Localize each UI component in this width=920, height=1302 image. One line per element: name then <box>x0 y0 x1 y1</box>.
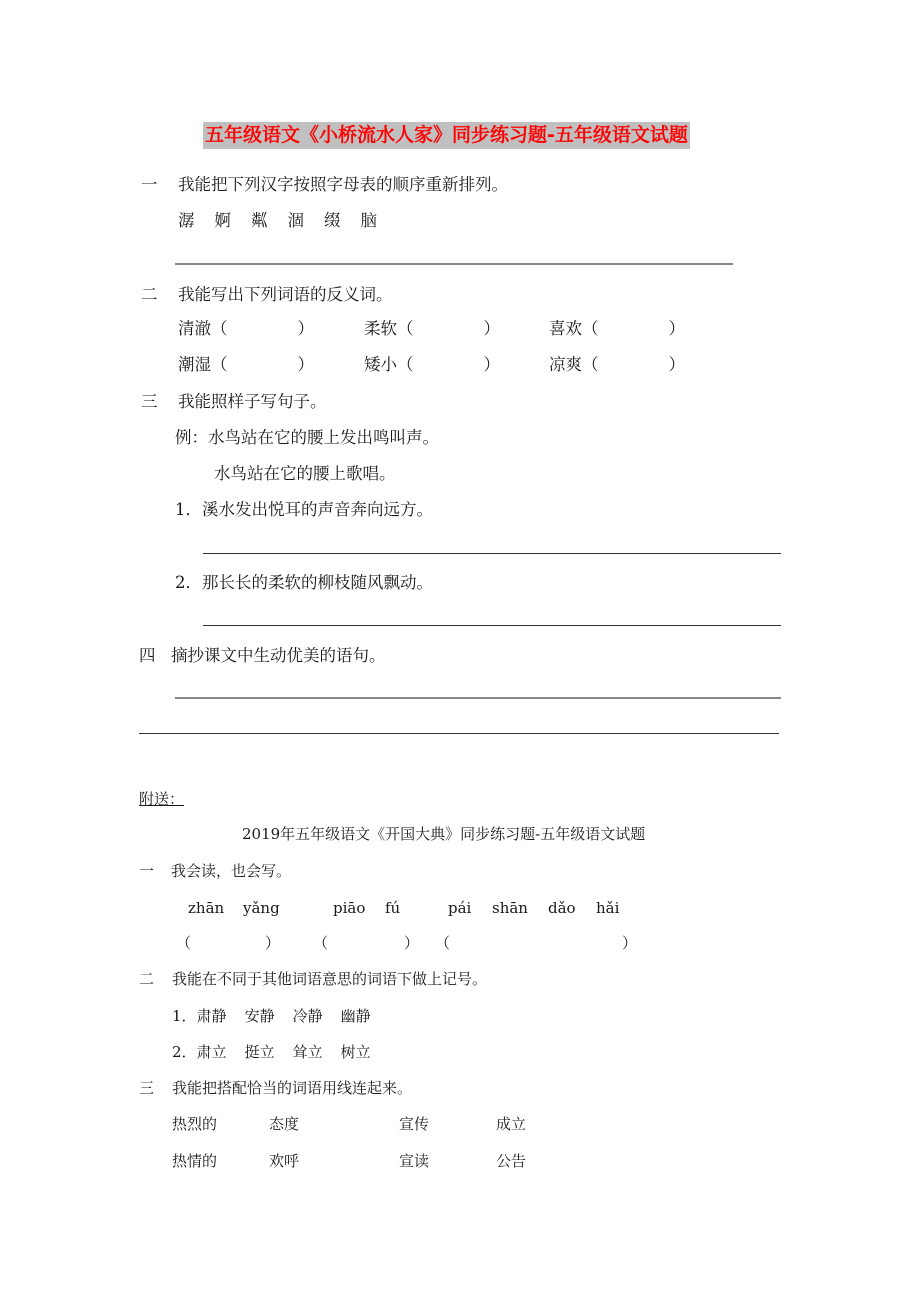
item-text: 溪水发出悦耳的声音奔向远方。 <box>202 500 433 519</box>
paren-open: （ <box>435 934 451 952</box>
item-number: 1． <box>175 500 202 519</box>
section-number: 二 <box>139 970 155 988</box>
paren-close: ） <box>265 934 281 952</box>
paren-close: ） <box>297 355 314 374</box>
example-sentence-2: 水鸟站在它的腰上歌唱。 <box>214 464 396 483</box>
answer-line[interactable] <box>203 625 781 626</box>
paren-close: ） <box>622 934 638 952</box>
antonym-word: 凉爽 <box>549 355 582 374</box>
item-number: 2． <box>175 573 202 592</box>
section-prompt: 我会读，也会写。 <box>171 862 292 880</box>
paren-open: （ <box>211 355 228 374</box>
antonym-word: 柔软 <box>364 319 397 338</box>
word: 挺立 <box>244 1043 275 1061</box>
pinyin: zhān <box>188 899 225 917</box>
paren-open: （ <box>211 319 228 338</box>
example-text: 水鸟站在它的腰上发出鸣叫声。 <box>208 428 439 447</box>
item-number: 1． <box>172 1007 197 1025</box>
word: 肃静 <box>196 1007 227 1025</box>
antonym-item <box>549 354 685 376</box>
answer-line[interactable] <box>175 697 781 699</box>
paren-close: ） <box>297 319 314 338</box>
section-prompt: 我能把下列汉字按照字母表的顺序重新排列。 <box>178 175 508 194</box>
exercise-item <box>175 572 433 594</box>
attachment-label: 附送： <box>139 790 185 808</box>
antonym-word: 喜欢 <box>549 319 582 338</box>
word-group <box>172 1042 371 1062</box>
section-title: 2019年五年级语文《开国大典》同步练习题-五年级语文试题 <box>242 825 646 843</box>
pinyin: dǎo <box>548 899 576 917</box>
section-prompt: 我能照样子写句子。 <box>178 392 327 411</box>
match-word: 欢呼 <box>269 1152 300 1170</box>
section-prompt: 摘抄课文中生动优美的语句。 <box>171 646 386 665</box>
char: 缀 <box>324 211 341 230</box>
antonym-item <box>178 318 314 340</box>
antonym-item <box>364 354 500 376</box>
char: 脑 <box>360 211 377 230</box>
match-word: 宣传 <box>399 1115 430 1133</box>
paren-open: （ <box>176 934 192 952</box>
char: 潺 <box>178 211 195 230</box>
section-prompt: 我能把搭配恰当的词语用线连起来。 <box>172 1079 413 1097</box>
item-number: 2． <box>172 1043 197 1061</box>
word: 冷静 <box>292 1007 323 1025</box>
item-text: 那长长的柔软的柳枝随风飘动。 <box>202 573 433 592</box>
pinyin: yǎng <box>243 899 280 917</box>
char: 婀 <box>214 211 231 230</box>
section-number: 一 <box>139 862 155 880</box>
match-word: 热烈的 <box>172 1115 218 1133</box>
example-sentence <box>175 427 439 449</box>
char: 粼 <box>251 211 268 230</box>
word: 树立 <box>340 1043 371 1061</box>
paren-open: （ <box>397 319 414 338</box>
paren-open: （ <box>397 355 414 374</box>
word: 幽静 <box>340 1007 371 1025</box>
answer-line[interactable] <box>175 263 733 265</box>
antonym-item <box>364 318 500 340</box>
match-word: 热情的 <box>172 1152 218 1170</box>
char-list <box>178 210 377 232</box>
answer-line[interactable] <box>139 733 779 734</box>
word-group <box>172 1006 371 1026</box>
antonym-word: 清澈 <box>178 319 211 338</box>
section-number: 三 <box>139 1079 155 1097</box>
section-number: 四 <box>139 646 156 665</box>
word: 肃立 <box>196 1043 227 1061</box>
answer-line[interactable] <box>203 553 781 554</box>
pinyin: shān <box>492 899 528 917</box>
antonym-item <box>549 318 685 340</box>
pinyin: hǎi <box>596 899 620 917</box>
antonym-word: 矮小 <box>364 355 397 374</box>
section-prompt: 我能写出下列词语的反义词。 <box>178 285 393 304</box>
antonym-word: 潮湿 <box>178 355 211 374</box>
section-number: 三 <box>141 392 158 411</box>
paren-open: （ <box>582 319 599 338</box>
section-number: 一 <box>141 175 158 194</box>
paren-close: ） <box>668 355 685 374</box>
section-number: 二 <box>141 285 158 304</box>
paren-open: （ <box>313 934 329 952</box>
section-prompt: 我能在不同于其他词语意思的词语下做上记号。 <box>172 970 488 988</box>
paren-close: ） <box>404 934 420 952</box>
match-word: 宣读 <box>399 1152 430 1170</box>
match-word: 态度 <box>269 1115 300 1133</box>
word: 安静 <box>244 1007 275 1025</box>
paren-open: （ <box>582 355 599 374</box>
exercise-item <box>175 499 433 521</box>
pinyin: pái <box>448 899 472 917</box>
example-label: 例： <box>175 428 208 447</box>
char: 涸 <box>287 211 304 230</box>
paren-close: ） <box>668 319 685 338</box>
antonym-item <box>178 354 314 376</box>
pinyin: piāo <box>333 899 366 917</box>
match-word: 公告 <box>496 1152 527 1170</box>
paren-close: ） <box>483 319 500 338</box>
pinyin: fú <box>385 899 401 917</box>
word: 耸立 <box>292 1043 323 1061</box>
paren-close: ） <box>483 355 500 374</box>
page-title: 五年级语文《小桥流水人家》同步练习题-五年级语文试题 <box>203 122 690 149</box>
match-word: 成立 <box>496 1115 527 1133</box>
